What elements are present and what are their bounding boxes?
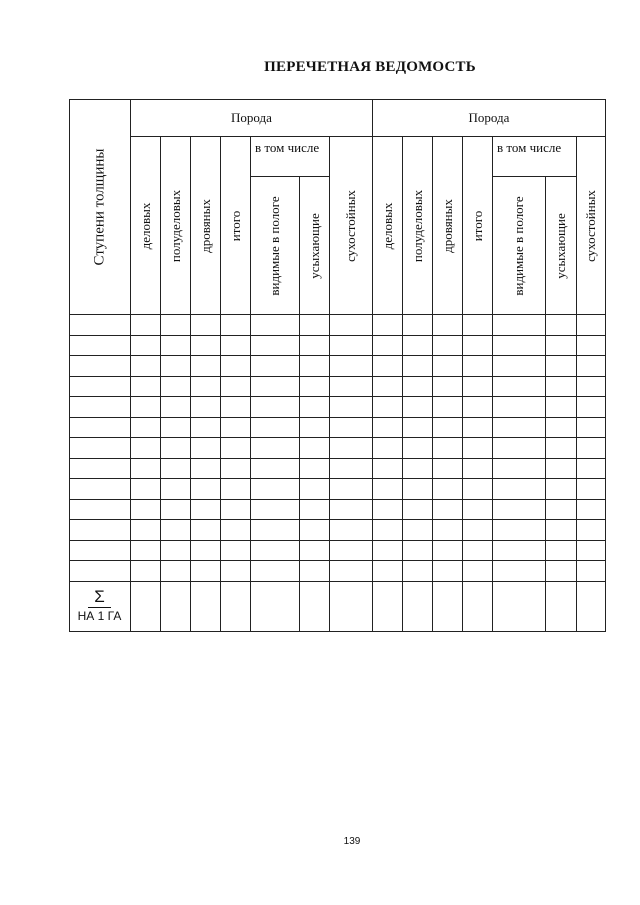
table-cell (546, 561, 577, 582)
table-cell (546, 520, 577, 541)
table-cell (300, 356, 330, 377)
summary-cell (463, 582, 493, 633)
table-cell (433, 561, 463, 582)
table-cell (433, 541, 463, 562)
table-cell (251, 356, 300, 377)
species-header-2: Порода (373, 99, 606, 137)
column-label: итого (469, 210, 485, 241)
table-cell (131, 479, 161, 500)
table-cell (433, 500, 463, 521)
table-cell (493, 561, 546, 582)
table-cell (161, 315, 191, 336)
table-cell (330, 561, 373, 582)
table-cell (373, 459, 403, 480)
table-cell (191, 336, 221, 357)
including-header-2: в том числе (493, 137, 577, 177)
table-cell (330, 377, 373, 398)
table-cell (577, 541, 606, 562)
table-cell (493, 479, 546, 500)
sum-symbol: Σ (88, 588, 111, 608)
table-cell (251, 377, 300, 398)
table-cell (373, 520, 403, 541)
table-cell (69, 500, 131, 521)
table-cell (373, 397, 403, 418)
table-cell (300, 479, 330, 500)
table-cell (191, 356, 221, 377)
table-cell (131, 561, 161, 582)
summary-cell (300, 582, 330, 633)
table-cell (546, 397, 577, 418)
summary-cell (433, 582, 463, 633)
table-cell (403, 336, 433, 357)
column-header-semi-commercial-1 (161, 137, 191, 315)
table-cell (131, 397, 161, 418)
table-cell (161, 438, 191, 459)
table-cell (251, 459, 300, 480)
summary-cell (221, 582, 251, 633)
table-cell (403, 541, 433, 562)
table-cell (373, 561, 403, 582)
table-cell (191, 418, 221, 439)
summary-cell (373, 582, 403, 633)
table-cell (493, 377, 546, 398)
summary-cell (131, 582, 161, 633)
column-header-firewood-1 (191, 137, 221, 315)
column-header-total-1 (221, 137, 251, 315)
table-cell (300, 561, 330, 582)
tally-table (69, 99, 606, 632)
column-label: видимые в пологе (511, 195, 526, 296)
table-cell (161, 397, 191, 418)
table-cell (69, 541, 131, 562)
table-cell (433, 336, 463, 357)
table-cell (330, 520, 373, 541)
column-header-deadwood-1 (330, 137, 373, 315)
summary-cell (403, 582, 433, 633)
table-cell (577, 561, 606, 582)
table-cell (546, 315, 577, 336)
column-header-deadwood-2 (577, 137, 606, 315)
table-cell (131, 377, 161, 398)
table-cell (251, 397, 300, 418)
table-cell (221, 438, 251, 459)
row-header-label: Ступени толщины (91, 148, 107, 265)
table-cell (463, 541, 493, 562)
table-cell (403, 397, 433, 418)
column-header-commercial-1 (131, 137, 161, 315)
table-cell (251, 479, 300, 500)
table-cell (69, 459, 131, 480)
table-cell (221, 459, 251, 480)
table-cell (577, 418, 606, 439)
table-cell (546, 438, 577, 459)
column-label: сухостойных (583, 189, 598, 262)
table-cell (131, 356, 161, 377)
table-cell (221, 336, 251, 357)
table-cell (433, 356, 463, 377)
table-cell (161, 377, 191, 398)
table-cell (463, 500, 493, 521)
table-cell (300, 336, 330, 357)
table-cell (251, 561, 300, 582)
table-cell (403, 459, 433, 480)
table-cell (330, 356, 373, 377)
table-cell (191, 561, 221, 582)
table-cell (251, 438, 300, 459)
table-cell (493, 520, 546, 541)
table-cell (493, 397, 546, 418)
table-cell (433, 397, 463, 418)
table-cell (69, 315, 131, 336)
column-label: усыхающие (306, 212, 322, 279)
table-cell (300, 315, 330, 336)
table-cell (373, 377, 403, 398)
table-cell (463, 315, 493, 336)
table-cell (433, 377, 463, 398)
column-label: видимые в пологе (267, 195, 282, 296)
table-cell (221, 315, 251, 336)
column-header-visible-canopy-2 (493, 177, 546, 315)
table-cell (546, 541, 577, 562)
column-label: усыхающие (553, 212, 568, 279)
table-cell (577, 479, 606, 500)
table-cell (131, 418, 161, 439)
table-cell (251, 500, 300, 521)
table-cell (493, 315, 546, 336)
table-cell (251, 520, 300, 541)
table-cell (546, 336, 577, 357)
summary-cell (330, 582, 373, 633)
table-cell (463, 377, 493, 398)
summary-cell (161, 582, 191, 633)
table-cell (493, 438, 546, 459)
table-cell (403, 356, 433, 377)
table-cell (463, 336, 493, 357)
table-cell (251, 336, 300, 357)
table-cell (221, 418, 251, 439)
column-header-drying-2 (546, 177, 577, 315)
table-cell (69, 561, 131, 582)
table-cell (69, 438, 131, 459)
table-cell (433, 315, 463, 336)
table-cell (463, 459, 493, 480)
table-cell (251, 541, 300, 562)
table-cell (493, 459, 546, 480)
table-cell (161, 520, 191, 541)
table-cell (251, 418, 300, 439)
table-cell (221, 397, 251, 418)
table-cell (403, 315, 433, 336)
table-cell (330, 500, 373, 521)
table-cell (577, 315, 606, 336)
summary-cell (191, 582, 221, 633)
column-label: деловых (137, 202, 153, 249)
table-cell (403, 520, 433, 541)
table-cell (577, 397, 606, 418)
including-header-1: в том числе (251, 137, 330, 177)
table-cell (330, 459, 373, 480)
table-cell (221, 500, 251, 521)
table-cell (221, 541, 251, 562)
table-cell (221, 520, 251, 541)
table-cell (577, 377, 606, 398)
table-cell (577, 459, 606, 480)
table-cell (191, 459, 221, 480)
table-cell (131, 438, 161, 459)
table-cell (191, 520, 221, 541)
table-cell (251, 315, 300, 336)
page-title: ПЕРЕЧЕТНАЯ ВЕДОМОСТЬ (264, 59, 476, 75)
table-cell (577, 438, 606, 459)
table-cell (330, 397, 373, 418)
table-cell (493, 336, 546, 357)
column-label: дровяных (439, 198, 455, 253)
table-cell (433, 520, 463, 541)
summary-cell (493, 582, 546, 633)
column-header-visible-canopy-1 (251, 177, 300, 315)
table-cell (221, 377, 251, 398)
table-cell (69, 336, 131, 357)
summary-cell (251, 582, 300, 633)
table-cell (69, 397, 131, 418)
table-cell (433, 438, 463, 459)
table-cell (403, 479, 433, 500)
table-cell (191, 541, 221, 562)
per-hectare-label: НА 1 ГА (77, 609, 122, 624)
table-cell (330, 315, 373, 336)
column-label: дровяных (197, 198, 213, 253)
table-cell (463, 418, 493, 439)
table-cell (69, 356, 131, 377)
table-cell (373, 315, 403, 336)
table-cell (330, 336, 373, 357)
column-header-drying-1 (300, 177, 330, 315)
table-cell (546, 500, 577, 521)
page-number: 139 (343, 836, 361, 847)
table-cell (131, 500, 161, 521)
table-cell (191, 315, 221, 336)
table-cell (463, 356, 493, 377)
table-cell (69, 479, 131, 500)
table-cell (493, 418, 546, 439)
table-cell (546, 377, 577, 398)
table-cell (330, 438, 373, 459)
table-cell (403, 500, 433, 521)
table-cell (221, 561, 251, 582)
table-cell (131, 459, 161, 480)
table-cell (131, 541, 161, 562)
table-cell (330, 479, 373, 500)
table-cell (191, 377, 221, 398)
column-header-semi-commercial-2 (403, 137, 433, 315)
table-cell (493, 541, 546, 562)
table-cell (191, 500, 221, 521)
table-cell (191, 397, 221, 418)
table-cell (373, 356, 403, 377)
table-cell (433, 459, 463, 480)
table-cell (373, 500, 403, 521)
table-cell (161, 561, 191, 582)
table-cell (300, 418, 330, 439)
table-cell (493, 500, 546, 521)
table-cell (300, 541, 330, 562)
table-cell (463, 520, 493, 541)
table-cell (373, 418, 403, 439)
table-cell (330, 418, 373, 439)
table-cell (403, 561, 433, 582)
table-cell (373, 438, 403, 459)
table-cell (221, 356, 251, 377)
table-cell (161, 500, 191, 521)
table-cell (161, 336, 191, 357)
column-header-firewood-2 (433, 137, 463, 315)
table-cell (300, 377, 330, 398)
table-cell (463, 397, 493, 418)
table-cell (300, 438, 330, 459)
table-cell (577, 336, 606, 357)
table-cell (131, 336, 161, 357)
summary-label-cell (69, 582, 131, 633)
column-label: полуделовых (409, 189, 425, 262)
table-cell (161, 459, 191, 480)
table-cell (463, 438, 493, 459)
column-label: полуделовых (167, 189, 183, 262)
column-label: сухостойных (343, 189, 358, 262)
table-cell (69, 418, 131, 439)
table-cell (463, 561, 493, 582)
table-cell (373, 479, 403, 500)
summary-cell (546, 582, 577, 633)
table-cell (300, 520, 330, 541)
table-cell (131, 315, 161, 336)
table-cell (577, 356, 606, 377)
table-cell (546, 459, 577, 480)
row-header-cell (69, 99, 131, 315)
table-cell (69, 377, 131, 398)
table-cell (373, 541, 403, 562)
table-cell (403, 438, 433, 459)
table-cell (191, 438, 221, 459)
table-cell (577, 500, 606, 521)
table-cell (403, 377, 433, 398)
species-header-1: Порода (131, 99, 373, 137)
column-header-total-2 (463, 137, 493, 315)
table-cell (69, 520, 131, 541)
table-cell (403, 418, 433, 439)
table-cell (221, 479, 251, 500)
table-cell (330, 541, 373, 562)
table-cell (546, 418, 577, 439)
summary-cell (577, 582, 606, 633)
table-cell (191, 479, 221, 500)
table-cell (300, 397, 330, 418)
table-cell (577, 520, 606, 541)
table-cell (161, 479, 191, 500)
table-cell (161, 356, 191, 377)
column-label: итого (227, 210, 243, 241)
table-cell (433, 418, 463, 439)
table-cell (161, 541, 191, 562)
table-cell (546, 356, 577, 377)
table-cell (131, 520, 161, 541)
table-cell (300, 459, 330, 480)
table-cell (300, 500, 330, 521)
table-cell (161, 418, 191, 439)
table-cell (546, 479, 577, 500)
table-cell (463, 479, 493, 500)
table-cell (433, 479, 463, 500)
column-label: деловых (379, 202, 395, 249)
table-cell (373, 336, 403, 357)
table-cell (493, 356, 546, 377)
column-header-commercial-2 (373, 137, 403, 315)
